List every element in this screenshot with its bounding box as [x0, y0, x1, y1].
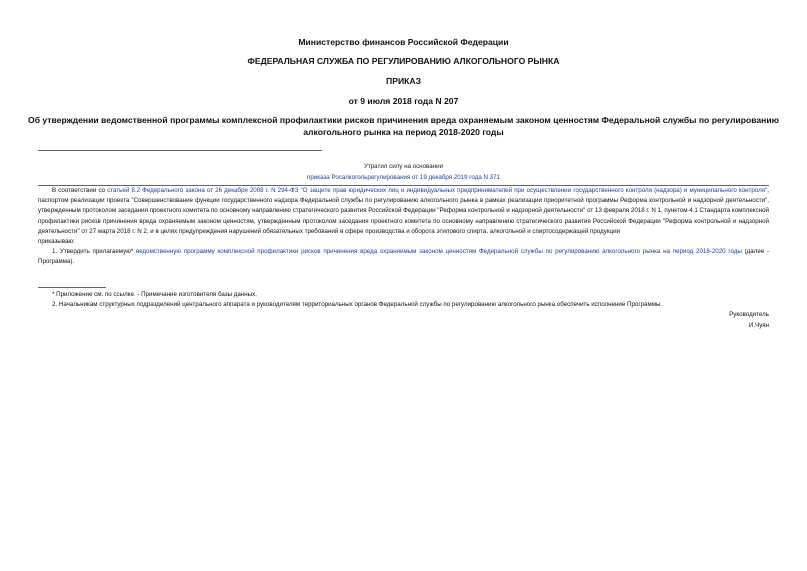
ministry-name: Министерство финансов Российской Федерации	[298, 37, 509, 47]
program-link[interactable]: ведомственную программу комплексной профилактики рисков причинения вреда охраняемым законом ценностям Федеральной службы по регулированию алкогольного рынка на период 2018-2020 годы	[136, 248, 742, 256]
order-word: приказываю:	[38, 238, 75, 246]
divider	[38, 150, 322, 151]
repeal-order-link[interactable]: приказа Росалкогольрегулирования от 19 декабря 2019 года N 371	[307, 174, 500, 181]
status-note: Утратил силу на основании	[363, 163, 444, 170]
preamble-paragraph: В соответствии со статьей 8.2 Федерального закона от 26 декабря 2008 г. N 294-ФЗ "О защите прав юридических лиц и индивидуальных предпринимателей при осуществлении государственного контроля (надзора) и муниципального контроля", паспортом реализации проекта "Совершенствование функции государственного надзора Федеральной службы по регулированию алкогольного рынка в рамках реализации приоритетной программы Реформа контрольной и надзорной деятельности", утвержденным протоколом заседания проектного комитета по основному направлению стратегического развития Российской Федерации "Реформа контрольной и надзорной деятельности" от 13 февраля 2018 г. N 1, пунктом 4.1 Стандарта комплексной профилактики рисков причинения вреда охраняемым законом ценностям, утвержденным протоколом заседания проектного комитета по основному направлению стратегического развития Российской Федерации "Реформа контрольной и надзорной деятельности" от 27 марта 2018 г. N 2, и в целях предупреждения нарушений обязательных требований в сфере производства и оборота этилового спирта, алкогольной и спиртосодержащей продукции	[38, 187, 769, 235]
signature-name: И.Чуян	[748, 321, 769, 329]
status-note-link-line	[0, 174, 807, 181]
footnote: * Приложение см. по ссылке. - Примечание изготовителя базы данных.	[52, 291, 257, 298]
item-1: 1. Утвердить прилагаемую* ведомственную программу комплексной профилактики рисков причинения вреда охраняемым законом ценностям Федеральной службы по регулированию алкогольного рынка на период 2018-2020 годы (далее - Программа).	[38, 248, 770, 266]
document-body-continued	[38, 290, 769, 331]
service-name: ФЕДЕРАЛЬНАЯ СЛУЖБА ПО РЕГУЛИРОВАНИЮ АЛКОГОЛЬНОГО РЫНКА	[247, 56, 560, 66]
document-body	[38, 186, 769, 268]
signature-title: Руководитель	[729, 311, 769, 319]
document-title: Об утверждении ведомственной программы комплексной профилактики рисков причинения вреда охраняемым законом ценностям Федеральной службы по регулированию алкогольного рынка на период 2018-2020 годы	[28, 115, 779, 137]
document-type: ПРИКАЗ	[386, 76, 421, 86]
law-article-link[interactable]: статьей 8.2 Федерального закона от 26 декабря 2008 г. N 294-ФЗ "О защите прав юридических лиц и индивидуальных предпринимателей при осуществлении государственного контроля (надзора) и муниципального контроля"	[107, 187, 768, 194]
footnote-divider	[38, 287, 106, 288]
document-date-number: от 9 июля 2018 года N 207	[348, 96, 459, 106]
item-2: 2. Начальникам структурных подразделений центрального аппарата и руководителям территориальных органов Федеральной службы по регулированию алкогольного рынка обеспечить исполнение Программы.	[52, 301, 663, 309]
